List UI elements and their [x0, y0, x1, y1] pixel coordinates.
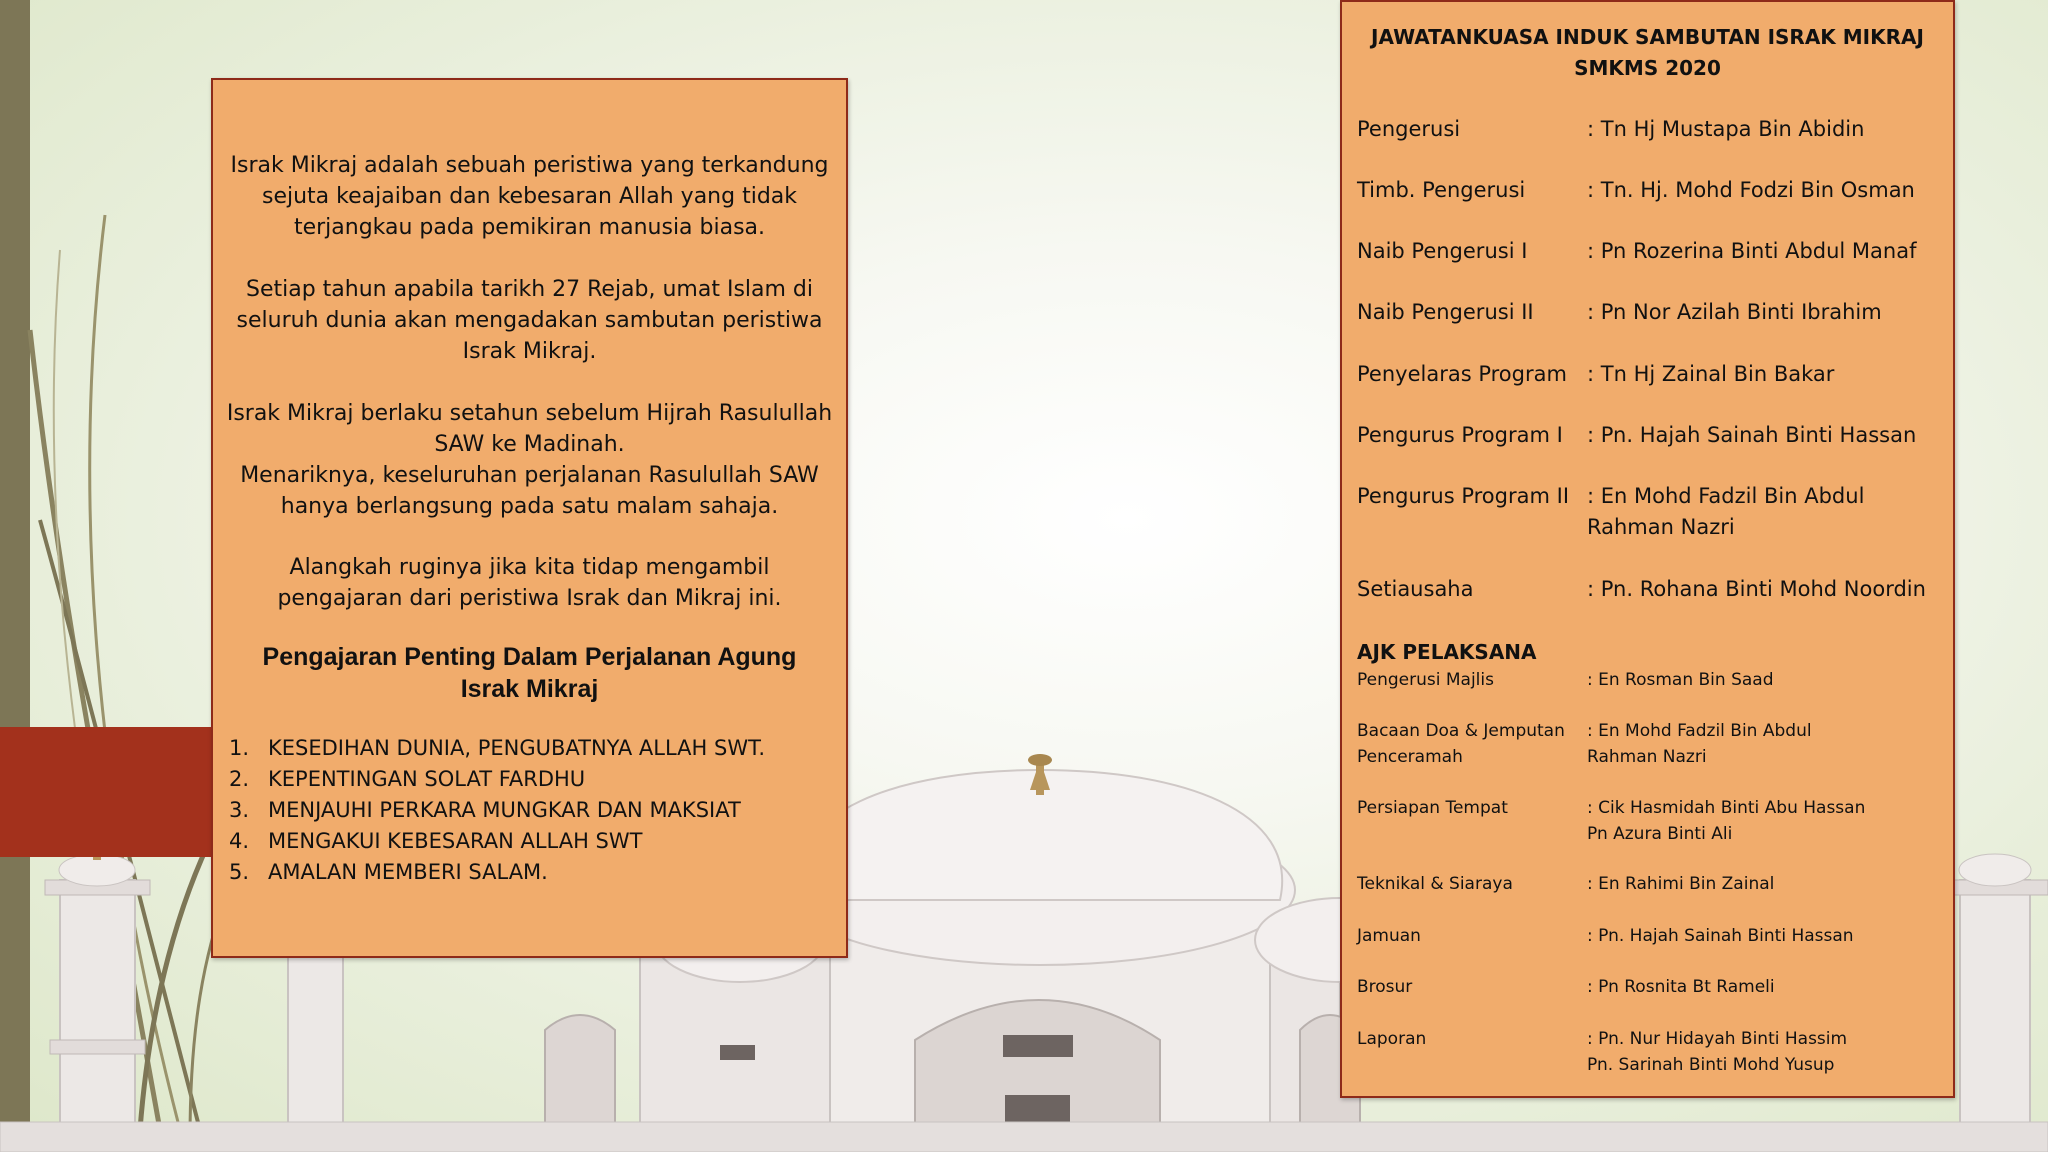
committee-row: Timb. Pengerusi : Tn. Hj. Mohd Fodzi Bin Osman — [1357, 178, 1915, 202]
paragraph-one-night: Menariknya, keseluruhan perjalanan Rasulullah SAW hanya berlangsung pada satu malam sahaja. — [240, 463, 819, 519]
paragraph-lesson: Alangkah ruginya jika kita tidap mengambil pengajaran dari peristiwa Israk dan Mikraj ini. — [277, 555, 782, 611]
ajk-row: Pengerusi Majlis : En Rosman Bin Saad — [1357, 670, 1774, 690]
list-item: 4. MENGAKUI KEBESARAN ALLAH SWT — [229, 829, 643, 853]
ajk-heading: AJK PELAKSANA — [1357, 640, 1537, 664]
paragraph-intro: Israk Mikraj adalah sebuah peristiwa yang terkandung sejuta keajaiban dan kebesaran Allah yang tidak terjangkau pada pemikiran manusia biasa. — [230, 153, 829, 240]
committee-row: Pengurus Program I : Pn. Hajah Sainah Binti Hassan — [1357, 423, 1917, 447]
paragraph-celebration: Setiap tahun apabila tarikh 27 Rejab, umat Islam di seluruh dunia akan mengadakan sambutan peristiwa Israk Mikraj. — [236, 277, 823, 364]
committee-row: Naib Pengerusi I : Pn Rozerina Binti Abdul Manaf — [1357, 239, 1917, 263]
lessons-heading: Pengajaran Penting Dalam Perjalanan Agung Israk Mikraj — [262, 643, 797, 703]
ajk-row: Jamuan : Pn. Hajah Sainah Binti Hassan — [1357, 926, 1854, 946]
ajk-row: Laporan : Pn. Nur Hidayah Binti Hassim Pn. Sarinah Binti Mohd Yusup — [1357, 1029, 1848, 1075]
committee-row: Pengerusi : Tn Hj Mustapa Bin Abidin — [1357, 117, 1865, 141]
list-item: 2. KEPENTINGAN SOLAT FARDHU — [229, 767, 586, 791]
list-item: 3. MENJAUHI PERKARA MUNGKAR DAN MAKSIAT — [229, 798, 741, 822]
ajk-row: Persiapan Tempat : Cik Hasmidah Binti Abu Hassan Pn Azura Binti Ali — [1357, 798, 1866, 844]
committee-row: Pengurus Program II : En Mohd Fadzil Bin Abdul Rahman Nazri — [1357, 484, 1865, 539]
list-item: 5. AMALAN MEMBERI SALAM. — [229, 860, 548, 884]
ajk-row: Brosur : Pn Rosnita Bt Rameli — [1357, 977, 1775, 997]
committee-panel — [1340, 0, 1955, 1098]
committee-row: Naib Pengerusi II : Pn Nor Azilah Binti Ibrahim — [1357, 300, 1882, 324]
red-accent-block — [0, 727, 212, 857]
list-item: 1. KESEDIHAN DUNIA, PENGUBATNYA ALLAH SWT. — [229, 736, 766, 760]
committee-title: JAWATANKUASA INDUK SAMBUTAN ISRAK MIKRAJ SMKMS 2020 — [1371, 25, 1924, 80]
committee-row: Setiausaha : Pn. Rohana Binti Mohd Noordin — [1357, 577, 1926, 601]
committee-row: Penyelaras Program : Tn Hj Zainal Bin Bakar — [1357, 362, 1835, 386]
lessons-list — [229, 733, 829, 888]
ajk-row: Bacaan Doa & Jemputan Penceramah : En Mohd Fadzil Bin Abdul Rahman Nazri — [1357, 721, 1812, 767]
info-panel — [211, 78, 848, 958]
ajk-row: Teknikal & Siaraya : En Rahimi Bin Zainal — [1357, 874, 1775, 894]
paragraph-hijrah: Israk Mikraj berlaku setahun sebelum Hijrah Rasulullah SAW ke Madinah. — [226, 401, 833, 457]
